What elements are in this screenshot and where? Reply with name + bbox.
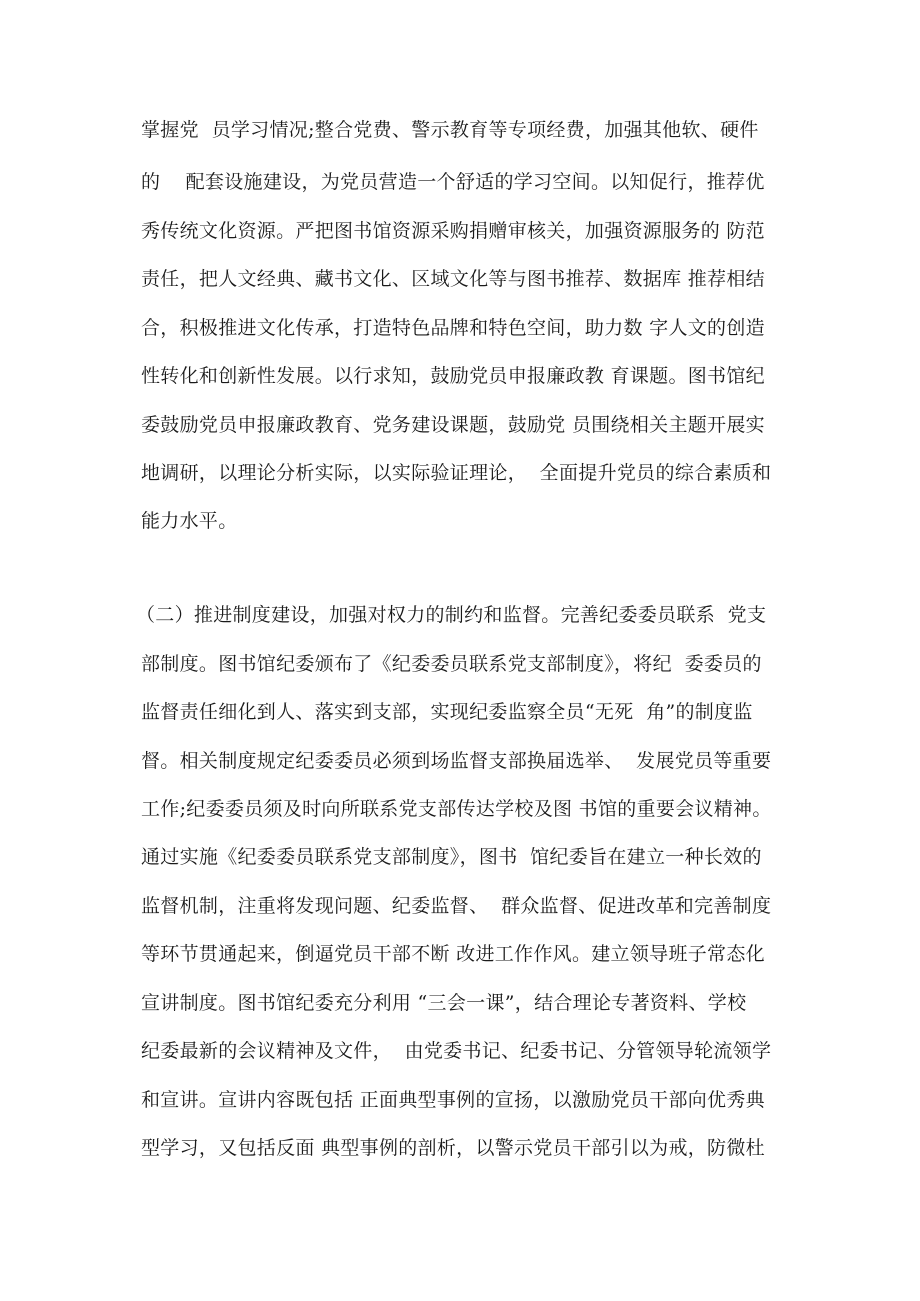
paragraph-2-line-8: 等环节贯通起来，倒逼党员干部不断 改进工作作风。建立领导班子常态化 xyxy=(141,943,765,965)
paragraph-2-line-3: 监督责任细化到人、落实到支部，实现纪委监察全员“无死 角”的制度监 xyxy=(141,701,753,723)
paragraph-1-line-2: 的 配套设施建设，为党员营造一个舒适的学习空间。以知促行，推荐优 xyxy=(141,171,765,193)
paragraph-2-line-11: 和宣讲。宣讲内容既包括 正面典型事例的宣扬，以激励党员干部向优秀典 xyxy=(141,1089,765,1111)
paragraph-2-line-5: 工作;纪委委员须及时向所联系党支部传达学校及图 书馆的重要会议精神。 xyxy=(141,798,772,820)
paragraph-1-line-8: 地调研，以理论分析实际，以实际验证理论， 全面提升党员的综合素质和 xyxy=(141,462,772,484)
paragraph-2-line-2: 部制度。图书馆纪委颁布了《纪委委员联系党支部制度》，将纪 委委员的 xyxy=(141,653,762,675)
paragraph-2-line-6: 通过实施《纪委委员联系党支部制度》，图书 馆纪委旨在建立一种长效的 xyxy=(141,846,762,868)
paragraph-2-line-10: 纪委最新的会议精神及文件， 由党委书记、纪委书记、分管领导轮流领学 xyxy=(141,1040,772,1062)
paragraph-2-line-12: 型学习，又包括反面 典型事例的剖析，以警示党员干部引以为戒，防微杜 xyxy=(141,1137,765,1159)
paragraph-2-line-4: 督。相关制度规定纪委委员必须到场监督支部换届选举、 发展党员等重要 xyxy=(141,750,772,772)
paragraph-1-line-9: 能力水平。 xyxy=(141,510,238,532)
paragraph-1-line-3: 秀传统文化资源。严把图书馆资源采购捐赠审核关，加强资源服务的 防范 xyxy=(141,220,765,242)
paragraph-1-line-5: 合，积极推进文化传承，打造特色品牌和特色空间，助力数 字人文的创造 xyxy=(141,317,765,339)
paragraph-1-line-1: 掌握党 员学习情况;整合党费、警示教育等专项经费，加强其他软、硬件 xyxy=(141,119,759,141)
paragraph-2-line-7: 监督机制，注重将发现问题、纪委监督、 群众监督、促进改革和完善制度 xyxy=(141,895,772,917)
paragraph-1-line-7: 委鼓励党员申报廉政教育、党务建设课题，鼓励党 员围绕相关主题开展实 xyxy=(141,414,765,436)
paragraph-2-line-1: （二）推进制度建设，加强对权力的制约和监督。完善纪委委员联系 党支 xyxy=(136,604,767,626)
paragraph-1-line-4: 责任，把人文经典、藏书文化、区域文化等与图书推荐、数据库 推荐相结 xyxy=(141,268,765,290)
paragraph-1-line-6: 性转化和创新性发展。以行求知，鼓励党员申报廉政教 育课题。图书馆纪 xyxy=(141,365,765,387)
paragraph-2-line-9: 宣讲制度。图书馆纪委充分利用 “三会一课”，结合理论专著资料、学校 xyxy=(141,992,747,1014)
